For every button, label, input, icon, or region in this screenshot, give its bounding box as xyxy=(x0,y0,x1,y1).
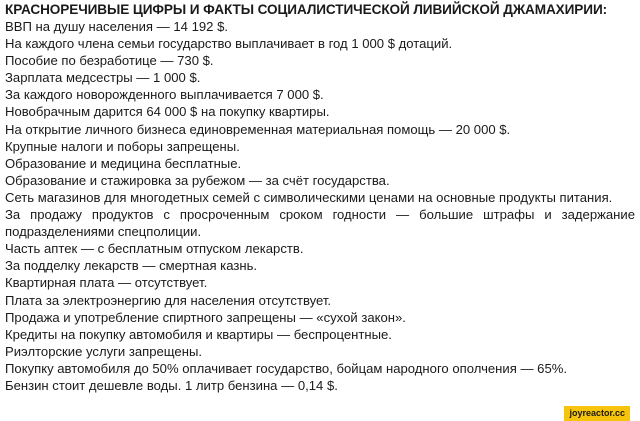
fact-item: Образование и стажировка за рубежом — за счёт государства. xyxy=(5,172,390,188)
fact-item: Пособие по безработице — 730 $. xyxy=(5,53,214,69)
document-title: КРАСНОРЕЧИВЫЕ ЦИФРЫ И ФАКТЫ СОЦИАЛИСТИЧЕСКОЙ ЛИВИЙСКОЙ ДЖАМАХИРИИ: xyxy=(5,2,608,17)
fact-item: Сеть магазинов для многодетных семей с символическими ценами на основные продукты питания. xyxy=(5,189,613,205)
fact-item: Риэлторские услуги запрещены. xyxy=(5,343,202,359)
fact-item: Образование и медицина бесплатные. xyxy=(5,155,242,171)
fact-item: Зарплата медсестры — 1 000 $. xyxy=(5,70,201,86)
fact-item: Покупку автомобиля до 50% оплачивает государство, бойцам народного ополчения — 65%. xyxy=(5,360,568,376)
fact-item: За каждого новорожденного выплачивается 7 000 $. xyxy=(5,87,324,103)
fact-item: Кредиты на покупку автомобиля и квартиры — беспроцентные. xyxy=(5,326,392,342)
fact-item: Плата за электроэнергию для населения отсутствует. xyxy=(5,292,332,308)
document-body xyxy=(5,0,635,394)
fact-item: За подделку лекарств — смертная казнь. xyxy=(5,258,258,274)
fact-item: Бензин стоит дешевле воды. 1 литр бензина — 0,14 $. xyxy=(5,377,338,393)
fact-item: За продажу продуктов с просроченным сроком годности — большие штрафы и задержание подразделениями спецполиции. xyxy=(5,207,635,240)
fact-item: ВВП на душу населения — 14 192 $. xyxy=(5,19,228,34)
fact-item: Часть аптек — с бесплатным отпуском лекарств. xyxy=(5,241,304,257)
site-watermark: joyreactor.cc xyxy=(564,406,630,421)
fact-item: Продажа и употребление спиртного запрещены — «сухой закон». xyxy=(5,309,406,325)
fact-item: Крупные налоги и поборы запрещены. xyxy=(5,138,240,154)
fact-item: На открытие личного бизнеса единовременная материальная помощь — 20 000 $. xyxy=(5,121,511,137)
fact-item: Новобрачным дарится 64 000 $ на покупку квартиры. xyxy=(5,104,330,120)
fact-item: Квартирная плата — отсутствует. xyxy=(5,275,208,291)
fact-item: На каждого члена семьи государство выплачивает в год 1 000 $ дотаций. xyxy=(5,36,453,52)
